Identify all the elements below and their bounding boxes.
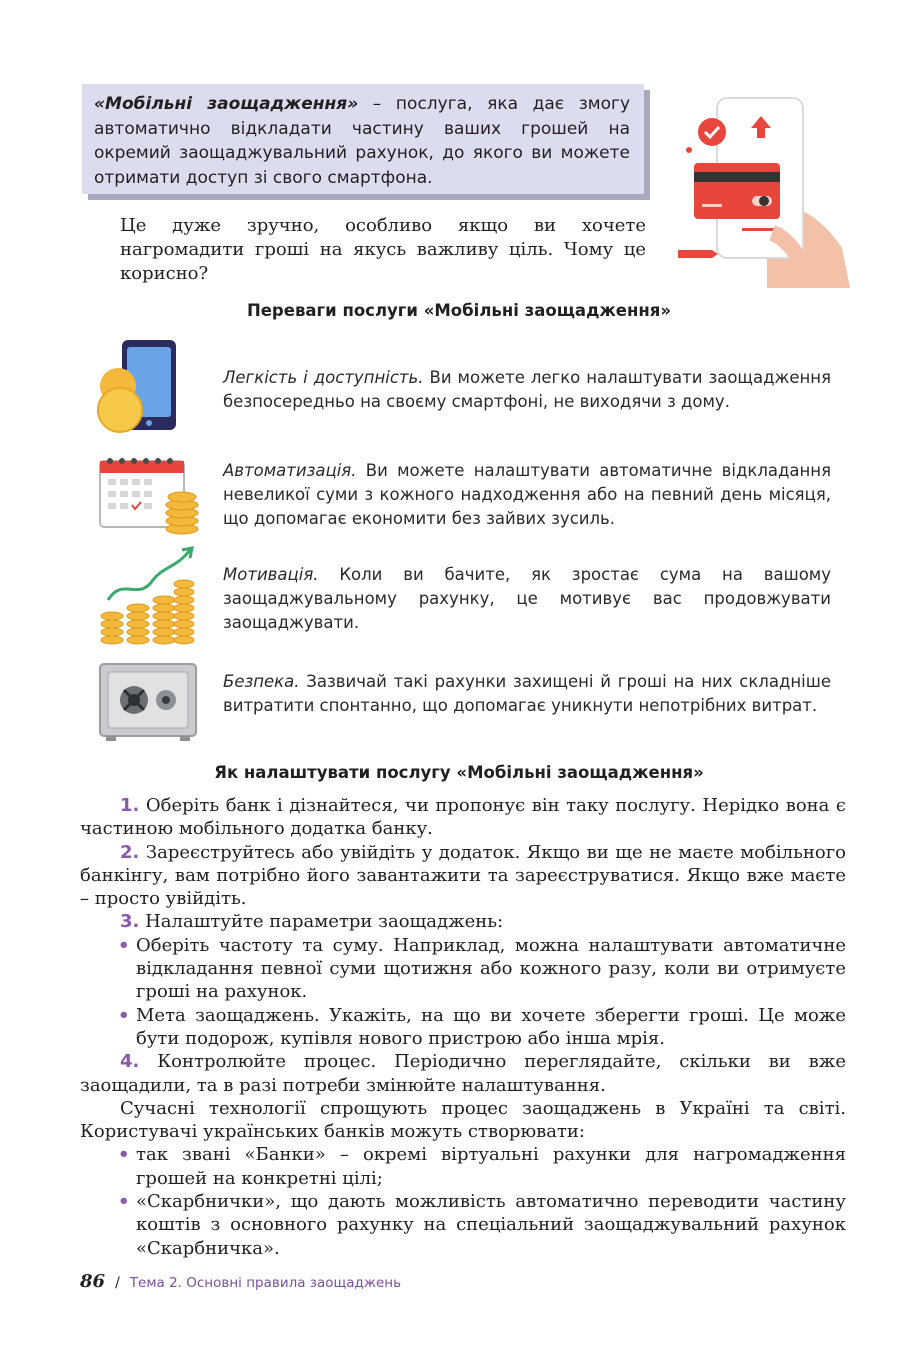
footer-separator: /	[115, 1275, 120, 1291]
bullet-glyph: •	[118, 1004, 130, 1026]
definition-box	[82, 84, 644, 194]
step-3-bullet-text: Оберіть частоту та суму. Наприклад, можна налаштувати автоматичне відкладання певної суми щотижня або кожного разу, коли ви отримуєте гроші на рахунок.	[136, 934, 846, 1003]
step-3-bullet-text: Мета заощаджень. Укажіть, на що ви хочете зберегти гроші. Це може бути подорож, купівля нового пристрою або інша мрія.	[136, 1004, 846, 1049]
step-2-number: 2.	[120, 841, 140, 863]
intro-paragraph	[80, 214, 646, 286]
feature-automation-title: Автоматизація.	[223, 461, 357, 480]
modern-paragraph: Сучасні технології спрощують процес заощаджень в Україні та світі. Користувачі українських банків можуть створювати:	[80, 1097, 846, 1143]
growth-coins-icon	[98, 546, 196, 646]
page-number: 86	[80, 1271, 106, 1292]
feature-security-text: Зазвичай такі рахунки захищені й гроші на них складніше витратити спонтанно, що допомагає уникнути непотрібних витрат.	[223, 672, 831, 715]
page-footer	[80, 1271, 401, 1292]
definition-term: «Мобільні заощадження»	[94, 94, 359, 114]
calendar-coins-icon	[98, 455, 200, 537]
setup-heading: Як налаштувати послугу «Мобільні заощадження»	[214, 763, 704, 782]
intro-text: Це дуже зручно, особливо якщо ви хочете нагромадити гроші на якусь важливу ціль. Чому це корисно?	[120, 215, 646, 284]
feature-automation	[223, 459, 831, 531]
step-1	[80, 794, 846, 841]
step-4-number: 4.	[120, 1051, 140, 1073]
feature-motivation	[223, 563, 831, 635]
modern-bullet-text: «Скарбнички», що дають можливість автоматично переводити частину коштів з основного рахунку на спеціальний заощаджувальний рахунок «Скарбничка».	[136, 1191, 846, 1259]
step-3-bullet	[80, 1004, 846, 1051]
feature-security	[223, 670, 831, 718]
setup-steps	[80, 794, 846, 1260]
modern-bullet-text: так звані «Банки» – окремі віртуальні рахунки для нагромадження грошей на конкретні цілі;	[136, 1144, 846, 1189]
mobile-payment-icon	[672, 88, 852, 288]
step-3-text: Налаштуйте параметри заощаджень:	[139, 911, 504, 933]
step-1-number: 1.	[120, 795, 140, 816]
feature-ease-title: Легкість і доступність.	[223, 368, 424, 387]
feature-motivation-title: Мотивація.	[223, 565, 319, 584]
step-3	[80, 910, 846, 933]
bullet-glyph: •	[118, 1191, 130, 1213]
step-4	[80, 1050, 846, 1097]
bullet-glyph: •	[118, 1144, 130, 1166]
feature-motivation-text: Коли ви бачите, як зростає сума на вашому заощаджувальному рахунку, це мотивує вас продовжувати заощаджувати.	[223, 565, 831, 632]
step-3-number: 3.	[120, 911, 140, 933]
modern-bullet	[80, 1190, 846, 1260]
feature-ease-text: Ви можете легко налаштувати заощадження безпосередньо на своєму смартфоні, не виходячи з дому.	[223, 368, 831, 411]
phone-coins-icon	[96, 338, 178, 434]
definition-text: – послуга, яка дає змогу автоматично відкладати частину ваших грошей на окремий заощаджувальний рахунок, до якого ви можете отримати доступ зі свого смартфона.	[94, 94, 630, 188]
feature-ease	[223, 366, 831, 414]
safe-icon	[98, 662, 198, 742]
advantages-heading: Переваги послуги «Мобільні заощадження»	[246, 301, 672, 320]
step-2-text: Зареєструйтесь або увійдіть у додаток. Якщо ви ще не маєте мобільного банкінгу, вам потрібно його завантажити та зареєструватися. Якщо вже маєте – просто увійдіть.	[80, 841, 846, 910]
modern-bullet	[80, 1143, 846, 1190]
step-2	[80, 841, 846, 911]
feature-automation-text: Ви можете налаштувати автоматичне відкладання невеликої суми з кожного надходження або на певний день місяця, що допомагає економити без зайвих зусиль.	[223, 461, 831, 528]
bullet-glyph: •	[118, 934, 130, 956]
feature-security-title: Безпека.	[223, 672, 300, 691]
step-3-bullet	[80, 934, 846, 1004]
step-4-text: Контролюйте процес. Періодично переглядайте, скільки ви вже заощадили, та в разі потреби змінюйте налаштування.	[80, 1051, 846, 1096]
footer-topic: Тема 2. Основні правила заощаджень	[129, 1275, 402, 1291]
step-1-text: Оберіть банк і дізнайтеся, чи пропонує він таку послугу. Нерідко вона є частиною мобільного додатка банку.	[80, 795, 846, 840]
